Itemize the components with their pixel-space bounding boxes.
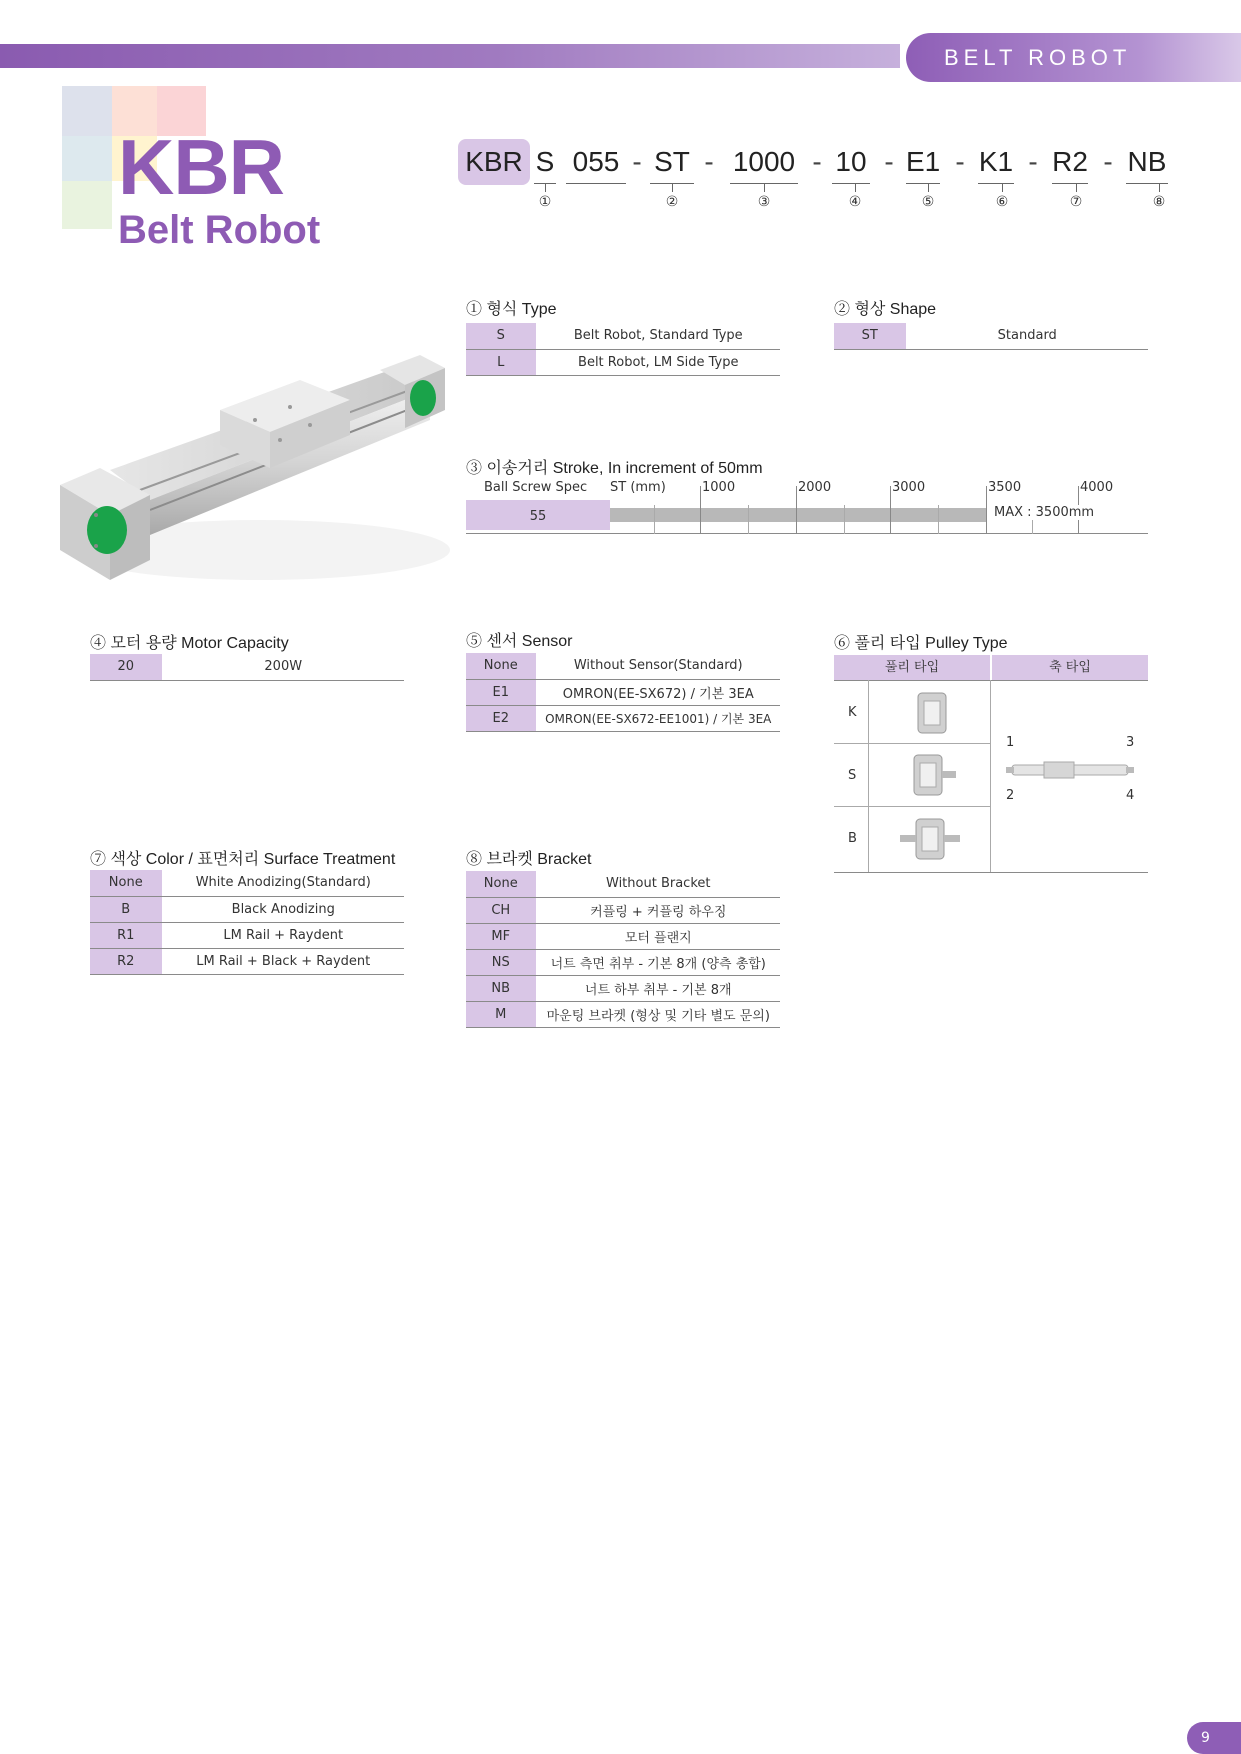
- table-row: [466, 897, 780, 923]
- shape-code: ST: [834, 323, 906, 349]
- model-code-number: ④: [848, 194, 862, 210]
- model-code-segment: K1: [978, 146, 1014, 177]
- bracket-code: CH: [466, 897, 536, 923]
- shape-desc: Standard: [906, 323, 1148, 349]
- sensor-code: E1: [466, 679, 536, 705]
- bracket-desc: 마운팅 브라켓 (형상 및 기타 별도 문의): [536, 1001, 780, 1027]
- stroke-tick-label: 3000: [892, 480, 926, 495]
- table-row: [466, 705, 780, 731]
- type-table: [466, 323, 780, 376]
- model-code-dash: -: [704, 146, 714, 177]
- table-row: [466, 923, 780, 949]
- table-row: [466, 323, 780, 349]
- model-code-segment: 055: [572, 146, 620, 177]
- model-code-dash: -: [1103, 146, 1113, 177]
- table-row: [466, 653, 780, 679]
- bracket-desc: 너트 하부 취부 - 기본 8개: [536, 975, 780, 1001]
- model-code-dash: -: [812, 146, 822, 177]
- color-desc: Black Anodizing: [162, 896, 404, 922]
- color-desc: LM Rail + Black + Raydent: [162, 948, 404, 974]
- model-code-dash: -: [632, 146, 642, 177]
- pulley-head-axis: 축 타입: [992, 655, 1148, 680]
- stroke-tick-label: 1000: [702, 480, 736, 495]
- shape-table: [834, 323, 1148, 350]
- pulley-row-label: K: [848, 705, 857, 720]
- model-code-segment: 10: [835, 146, 867, 177]
- color-table: [90, 870, 404, 975]
- model-code-segment: R2: [1052, 146, 1088, 177]
- model-code-segment: ST: [654, 146, 690, 177]
- table-row: [466, 349, 780, 375]
- bracket-desc: 모터 플랜지: [536, 923, 780, 949]
- shape-title: ② 형상 Shape: [834, 301, 937, 318]
- pulley-row-label: B: [848, 831, 857, 846]
- table-row: [90, 654, 404, 680]
- model-code-segment: S: [535, 146, 555, 177]
- header-tab-label: BELT ROBOT: [944, 44, 1132, 70]
- bracket-desc: 커플링 + 커플링 하우징: [536, 897, 780, 923]
- sensor-code: None: [466, 653, 536, 679]
- pulley-row-label: S: [848, 768, 857, 783]
- sensor-title: ⑤ 센서 Sensor: [466, 633, 573, 650]
- table-row: [90, 896, 404, 922]
- bracket-code: M: [466, 1001, 536, 1027]
- header-tab: [906, 33, 1241, 82]
- table-row: [90, 948, 404, 974]
- table-row: [90, 870, 404, 896]
- stroke-tick-label: 3500: [988, 480, 1022, 495]
- axis-number: 3: [1126, 735, 1135, 750]
- stroke-spec-label: Ball Screw Spec: [484, 480, 588, 495]
- model-code-dash: -: [884, 146, 894, 177]
- stroke-st-label: ST (mm): [610, 480, 666, 495]
- pulley-b-icon: [896, 817, 966, 861]
- motor-code: 20: [90, 654, 162, 680]
- model-code-segment: NB: [1127, 146, 1167, 177]
- pulley-s-icon: [904, 753, 960, 797]
- color-desc: LM Rail + Raydent: [162, 922, 404, 948]
- model-code-dash: -: [955, 146, 965, 177]
- header-bar: [0, 44, 900, 68]
- color-title: ⑦ 색상 Color / 표면처리 Surface Treatment: [90, 851, 396, 868]
- color-code: R1: [90, 922, 162, 948]
- axis-number: 4: [1126, 788, 1135, 803]
- table-row: [90, 922, 404, 948]
- model-code-number: ②: [665, 194, 679, 210]
- bracket-code: NS: [466, 949, 536, 975]
- type-code: L: [466, 349, 536, 375]
- stroke-tick-label: 4000: [1080, 480, 1114, 495]
- stroke-chart: [466, 480, 1148, 534]
- table-row: [466, 871, 780, 897]
- sensor-desc: OMRON(EE-SX672-EE1001) / 기본 3EA: [536, 705, 780, 731]
- pulley-table: [834, 655, 1148, 873]
- type-code: S: [466, 323, 536, 349]
- brand-model: KBR: [118, 123, 284, 211]
- model-code-number: ⑧: [1152, 194, 1166, 210]
- color-code: None: [90, 870, 162, 896]
- table-row: [466, 975, 780, 1001]
- model-code-number: ③: [757, 194, 771, 210]
- stroke-max-label: MAX : 3500mm: [994, 505, 1095, 520]
- page-number: 9: [1187, 1722, 1241, 1754]
- belt-robot-product-image: [50, 350, 460, 610]
- motor-title: ④ 모터 용량 Motor Capacity: [90, 635, 289, 652]
- pulley-title: ⑥ 풀리 타입 Pulley Type: [834, 635, 1008, 652]
- axis-number: 1: [1006, 735, 1015, 750]
- model-code-number: ①: [538, 194, 552, 210]
- bracket-desc: Without Bracket: [536, 871, 780, 897]
- table-row: [466, 1001, 780, 1027]
- color-code: B: [90, 896, 162, 922]
- axis-number: 2: [1006, 788, 1015, 803]
- type-desc: Belt Robot, LM Side Type: [536, 349, 780, 375]
- model-code-segment: E1: [906, 146, 941, 177]
- model-code-dash: -: [1028, 146, 1038, 177]
- model-code-number: ⑦: [1069, 194, 1083, 210]
- model-code-segment: 1000: [732, 146, 796, 177]
- sensor-desc: Without Sensor(Standard): [536, 653, 780, 679]
- bracket-code: MF: [466, 923, 536, 949]
- bracket-table: [466, 871, 780, 1028]
- table-row: [466, 679, 780, 705]
- color-code: R2: [90, 948, 162, 974]
- pulley-head-pulley: 풀리 타입: [834, 655, 990, 680]
- stroke-spec-value: 55: [466, 500, 610, 530]
- motor-table: [90, 654, 404, 681]
- model-code-number: ⑤: [921, 194, 935, 210]
- sensor-table: [466, 653, 780, 732]
- type-title: ① 형식 Type: [466, 301, 557, 318]
- axis-rail-icon: [1006, 755, 1134, 785]
- model-code-number: ⑥: [995, 194, 1009, 210]
- bracket-code: NB: [466, 975, 536, 1001]
- sensor-desc: OMRON(EE-SX672) / 기본 3EA: [536, 679, 780, 705]
- table-row: [466, 949, 780, 975]
- type-desc: Belt Robot, Standard Type: [536, 323, 780, 349]
- brand-name: Belt Robot: [118, 208, 321, 252]
- bracket-code: None: [466, 871, 536, 897]
- stroke-title: ③ 이송거리 Stroke, In increment of 50mm: [466, 460, 763, 477]
- bracket-desc: 너트 측면 취부 - 기본 8개 (양측 총합): [536, 949, 780, 975]
- bracket-title: ⑧ 브라켓 Bracket: [466, 851, 592, 868]
- brand-title: [118, 123, 321, 252]
- table-row: [834, 323, 1148, 349]
- motor-desc: 200W: [162, 654, 404, 680]
- stroke-tick-label: 2000: [798, 480, 832, 495]
- pulley-k-icon: [912, 691, 952, 735]
- stroke-range-bar: [610, 508, 986, 522]
- sensor-code: E2: [466, 705, 536, 731]
- model-code-prefix: KBR: [458, 139, 530, 185]
- color-desc: White Anodizing(Standard): [162, 870, 404, 896]
